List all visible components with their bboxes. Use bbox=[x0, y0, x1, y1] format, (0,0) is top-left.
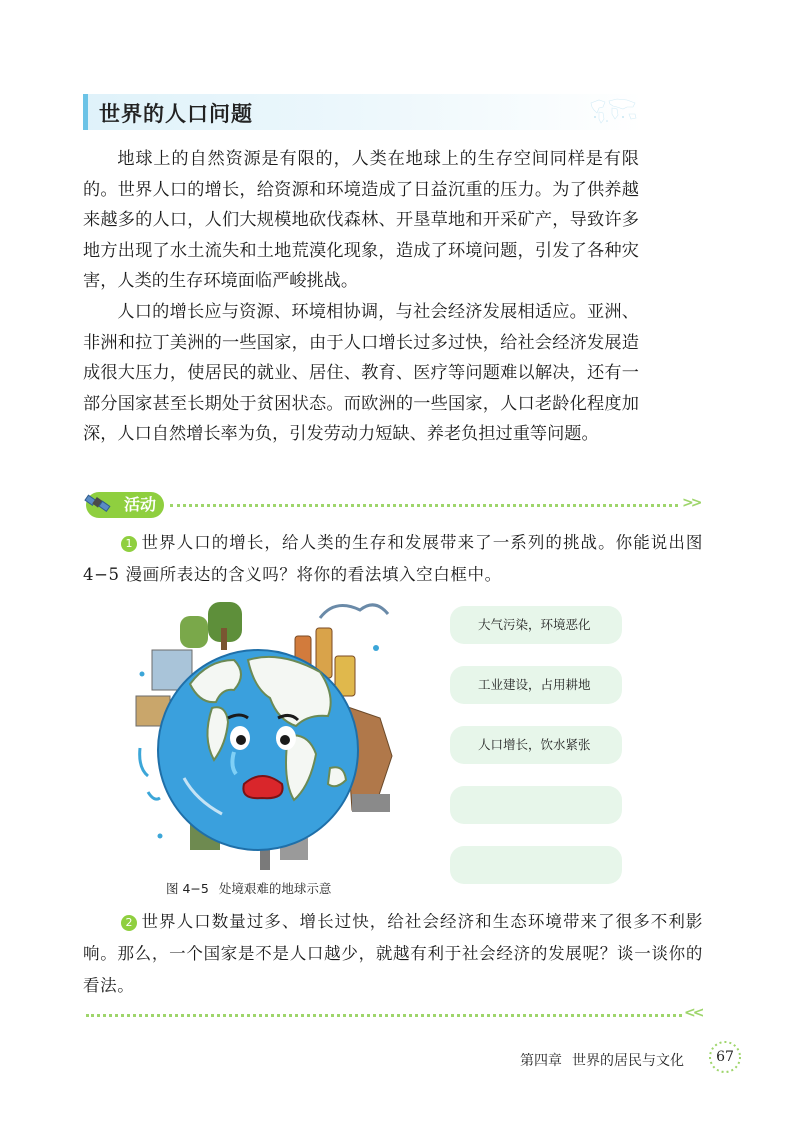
question-2-text: 世界人口数量过多、增长过快，给社会经济和生态环境带来了很多不利影响。那么，一个国家是不是人口越少，就越有利于社会经济的发展呢？谈一谈你的看法。 bbox=[83, 912, 703, 995]
dotted-divider bbox=[170, 504, 678, 507]
question-1-text: 世界人口的增长，给人类的生存和发展带来了一系列的挑战。你能说出图 4−5 漫画所表达的含义吗？将你的看法填入空白框中。 bbox=[83, 533, 703, 584]
question-number-1: 1 bbox=[121, 536, 137, 552]
chevrons-icon: >> bbox=[682, 495, 700, 511]
footer-chapter: 第四章 bbox=[520, 1053, 562, 1069]
footer-title: 世界的居民与文化 bbox=[572, 1053, 684, 1069]
section-header bbox=[83, 94, 643, 130]
section-header-bar bbox=[83, 94, 88, 130]
question-2 bbox=[83, 906, 703, 1002]
page-number bbox=[707, 1039, 743, 1075]
answer-box-3[interactable]: 人口增长，饮水紧张 bbox=[450, 726, 622, 764]
globe-illustration bbox=[130, 588, 400, 878]
question-number-2: 2 bbox=[121, 915, 137, 931]
question-1 bbox=[83, 527, 703, 591]
figure-caption bbox=[166, 879, 331, 897]
section-title: 世界的人口问题 bbox=[99, 102, 253, 126]
page-footer bbox=[520, 1050, 684, 1070]
bottom-dotted-divider bbox=[86, 1014, 682, 1017]
paragraph-2: 人口的增长应与资源、环境相协调，与社会经济发展相适应。亚洲、非洲和拉丁美洲的一些国家，由于人口增长过多过快，给社会经济发展造成很大压力，使居民的就业、居住、教育、医疗等问题难以解决，还有一部分国家甚至长期处于贫困状态。而欧洲的一些国家，人口老龄化程度加深，人口自然增长率为负，引发劳动力短缺、养老负担过重等问题。 bbox=[83, 302, 639, 444]
activity-header bbox=[86, 487, 706, 521]
figure-caption-text: 处境艰难的地球示意 bbox=[218, 881, 332, 896]
answer-box-4[interactable] bbox=[450, 786, 622, 824]
activity-badge bbox=[86, 492, 164, 518]
world-map-icon bbox=[587, 95, 641, 125]
page-number-text: 67 bbox=[716, 1049, 734, 1065]
answer-box-1[interactable]: 大气污染，环境恶化 bbox=[450, 606, 622, 644]
answer-box-2[interactable]: 工业建设，占用耕地 bbox=[450, 666, 622, 704]
bottom-chevrons-icon: << bbox=[684, 1005, 702, 1021]
activity-label: 活动 bbox=[123, 495, 156, 514]
answer-box-5[interactable] bbox=[450, 846, 622, 884]
satellite-icon bbox=[84, 488, 114, 518]
figure-number: 图 4−5 bbox=[166, 881, 209, 896]
paragraph-1: 地球上的自然资源是有限的，人类在地球上的生存空间同样是有限的。世界人口的增长，给资源和环境造成了日益沉重的压力。为了供养越来越多的人口，人们大规模地砍伐森林、开垦草地和开采矿产，导致许多地方出现了水土流失和土地荒漠化现象，造成了环境问题，引发了各种灾害，人类的生存环境面临严峻挑战。 bbox=[83, 149, 639, 291]
